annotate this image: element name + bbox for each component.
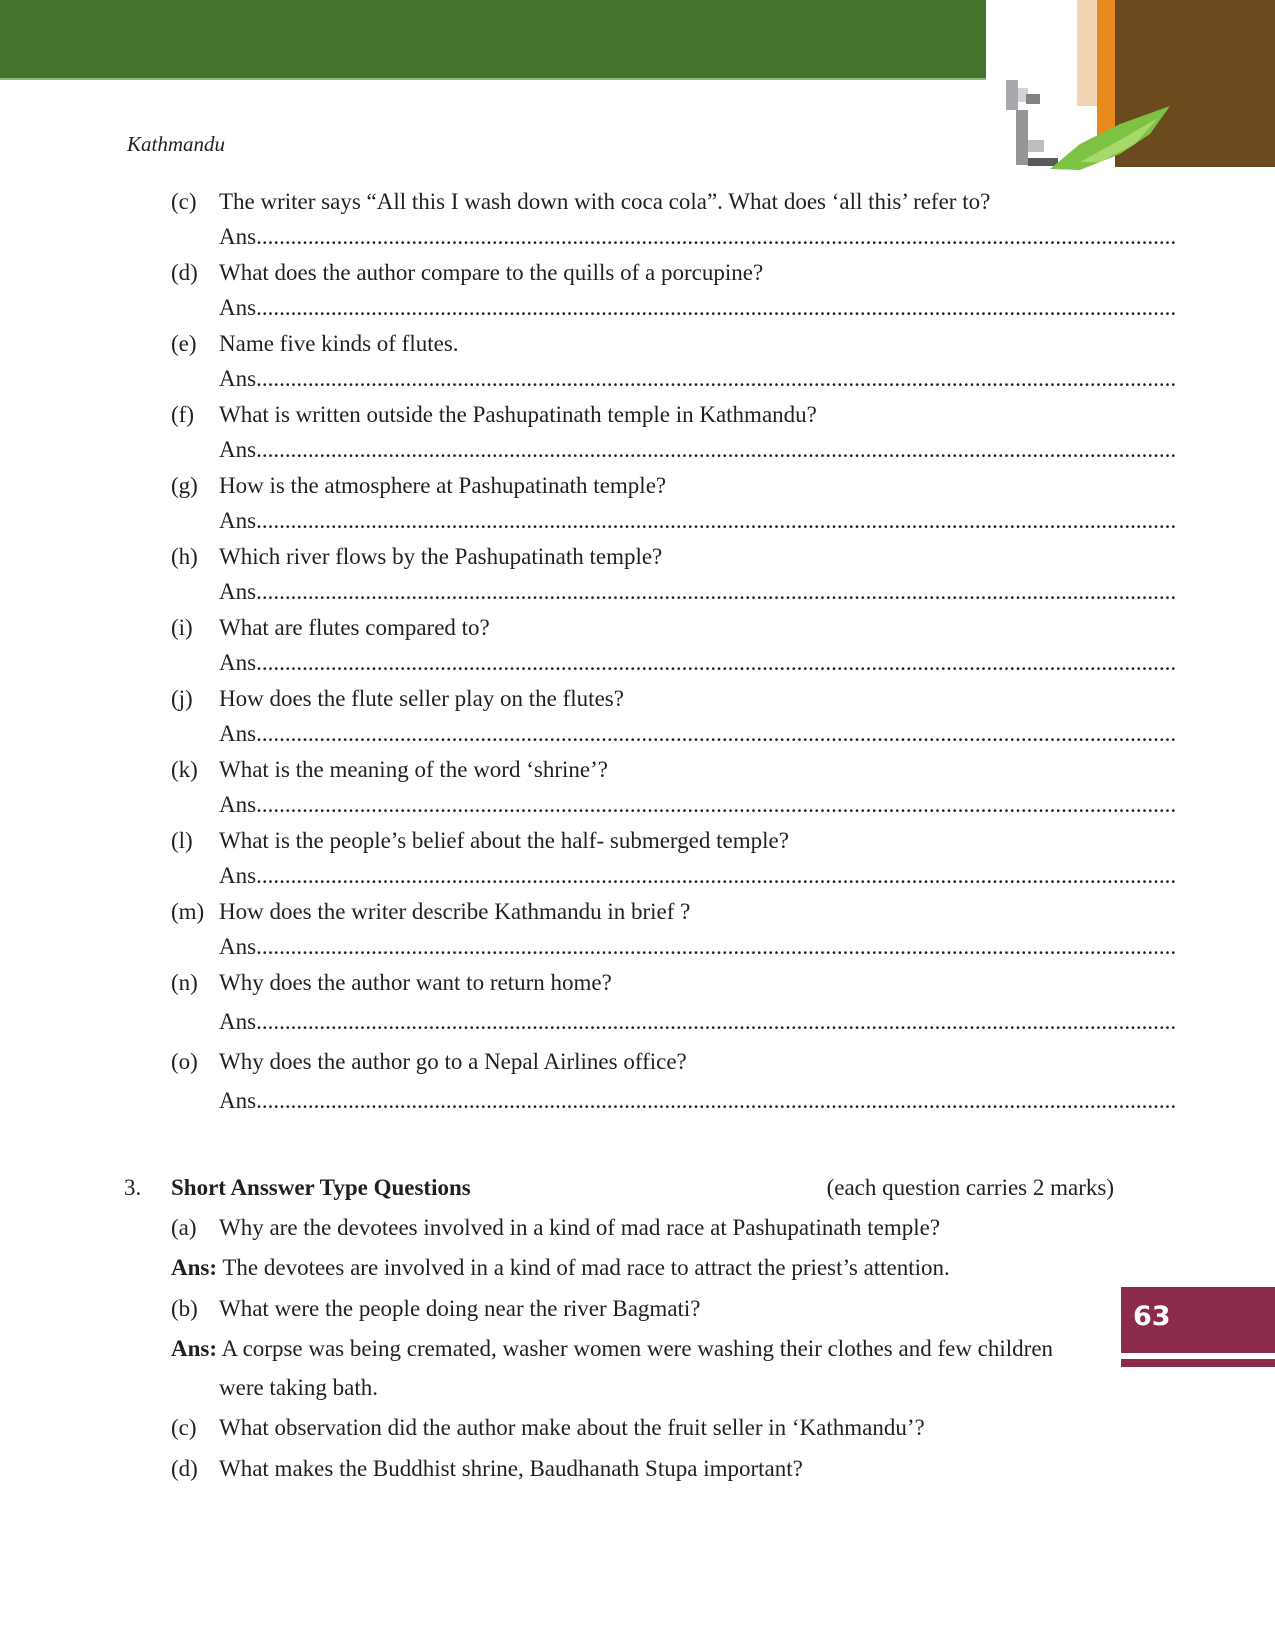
header-band-edge xyxy=(0,78,986,80)
question-text: What is the meaning of the word ‘shrine’? xyxy=(219,757,608,782)
answer-dots: ................................................................................................................................................................ xyxy=(256,721,1177,746)
answer-dots: ................................................................................................................................................................ xyxy=(256,579,1177,604)
question-label: (b) xyxy=(171,1296,198,1321)
answer-prefix: Ans xyxy=(219,295,257,320)
section-title: Short Ansswer Type Questions xyxy=(171,1175,471,1200)
answer-line xyxy=(219,933,1177,961)
question-label: (c) xyxy=(171,189,197,214)
answer-line xyxy=(219,294,1177,322)
answer-text: A corpse was being cremated, washer women were washing their clothes and few children xyxy=(221,1336,1054,1361)
answer-dots: ................................................................................................................................................................ xyxy=(256,934,1177,959)
question-text: What are flutes compared to? xyxy=(219,615,490,640)
answer-prefix: Ans xyxy=(219,721,257,746)
answer-line xyxy=(219,791,1177,819)
question-text: What does the author compare to the quills of a porcupine? xyxy=(219,260,764,285)
answer-dots: ................................................................................................................................................................ xyxy=(256,1088,1177,1113)
short-answer xyxy=(171,1335,1053,1363)
question-label: (j) xyxy=(171,686,193,711)
question-item xyxy=(171,969,1177,1048)
answer-dots: ................................................................................................................................................................ xyxy=(256,792,1177,817)
answer-line xyxy=(219,720,1177,748)
answer-prefix: Ans xyxy=(219,437,257,462)
page-tab-rule xyxy=(1121,1359,1275,1367)
leaf-icon xyxy=(1040,104,1180,174)
question-text: Name five kinds of flutes. xyxy=(219,331,459,356)
answer-line xyxy=(219,223,1177,251)
question-text: Why are the devotees involved in a kind of mad race at Pashupatinath temple? xyxy=(219,1215,941,1240)
answer-line xyxy=(219,365,1177,393)
answer-prefix: Ans xyxy=(219,508,257,533)
answer-label: Ans: xyxy=(171,1255,218,1280)
question-label: (l) xyxy=(171,828,193,853)
question-item xyxy=(171,259,1177,330)
answer-prefix: Ans xyxy=(219,1088,257,1113)
question-text: What were the people doing near the river Bagmati? xyxy=(219,1296,701,1321)
question-item xyxy=(171,401,1177,472)
question-text: Why does the author go to a Nepal Airlines office? xyxy=(219,1049,687,1074)
answer-dots: ................................................................................................................................................................ xyxy=(256,650,1177,675)
corner-stripe-cream xyxy=(1077,0,1097,106)
answer-prefix: Ans xyxy=(219,366,257,391)
question-label: (o) xyxy=(171,1049,198,1074)
answer-line xyxy=(219,649,1177,677)
short-answer-continued: were taking bath. xyxy=(219,1375,379,1400)
question-label: (h) xyxy=(171,544,198,569)
header-band xyxy=(0,0,986,78)
question-item xyxy=(171,685,1177,756)
question-text: Why does the author want to return home? xyxy=(219,970,612,995)
answer-prefix: Ans xyxy=(219,863,257,888)
answer-line xyxy=(219,436,1177,464)
answer-dots: ................................................................................................................................................................ xyxy=(256,295,1177,320)
question-text: How is the atmosphere at Pashupatinath temple? xyxy=(219,473,667,498)
question-label: (g) xyxy=(171,473,198,498)
question-label: (f) xyxy=(171,402,194,427)
page-number: 63 xyxy=(1133,1301,1171,1332)
running-head: Kathmandu xyxy=(127,132,226,156)
question-label: (e) xyxy=(171,331,197,356)
question-label: (k) xyxy=(171,757,198,782)
question-text: What is written outside the Pashupatinath temple in Kathmandu? xyxy=(219,402,817,427)
answer-prefix: Ans xyxy=(219,224,257,249)
page-number-tab xyxy=(1121,1287,1275,1353)
question-label: (m) xyxy=(171,899,205,924)
answer-line xyxy=(219,1087,1177,1115)
question-text: How does the flute seller play on the flutes? xyxy=(219,686,624,711)
question-label: (d) xyxy=(171,1456,198,1481)
answer-line xyxy=(219,578,1177,606)
question-item xyxy=(171,188,1177,259)
question-label: (n) xyxy=(171,970,198,995)
answer-dots: ................................................................................................................................................................ xyxy=(256,1009,1177,1034)
question-list xyxy=(171,188,1177,1131)
question-label: (i) xyxy=(171,615,193,640)
question-text: What observation did the author make about the fruit seller in ‘Kathmandu’? xyxy=(219,1415,925,1440)
question-item xyxy=(171,1048,1177,1131)
question-text: Which river flows by the Pashupatinath temple? xyxy=(219,544,663,569)
section-marks: (each question carries 2 marks) xyxy=(826,1175,1114,1200)
answer-dots: ................................................................................................................................................................ xyxy=(256,224,1177,249)
answer-prefix: Ans xyxy=(219,792,257,817)
question-text: How does the writer describe Kathmandu in brief ? xyxy=(219,899,691,924)
question-item xyxy=(171,756,1177,827)
question-text: What is the people’s belief about the half- submerged temple? xyxy=(219,828,789,853)
answer-prefix: Ans xyxy=(219,1009,257,1034)
question-label: (a) xyxy=(171,1215,197,1240)
answer-prefix: Ans xyxy=(219,934,257,959)
question-text: The writer says “All this I wash down with coca cola”. What does ‘all this’ refer to? xyxy=(219,189,991,214)
answer-label: Ans: xyxy=(171,1336,218,1361)
answer-text: The devotees are involved in a kind of mad race to attract the priest’s attention. xyxy=(222,1255,950,1280)
question-label: (d) xyxy=(171,260,198,285)
answer-line xyxy=(219,862,1177,890)
answer-prefix: Ans xyxy=(219,579,257,604)
answer-dots: ................................................................................................................................................................ xyxy=(256,508,1177,533)
answer-dots: ................................................................................................................................................................ xyxy=(256,863,1177,888)
answer-prefix: Ans xyxy=(219,650,257,675)
short-answer xyxy=(171,1254,950,1282)
question-item xyxy=(171,330,1177,401)
question-item xyxy=(171,472,1177,543)
question-label: (c) xyxy=(171,1415,197,1440)
question-item xyxy=(171,827,1177,898)
section-number: 3. xyxy=(124,1175,142,1200)
answer-line xyxy=(219,1008,1177,1036)
question-item xyxy=(171,898,1177,969)
question-text: What makes the Buddhist shrine, Baudhanath Stupa important? xyxy=(219,1456,803,1481)
question-item xyxy=(171,543,1177,614)
answer-dots: ................................................................................................................................................................ xyxy=(256,437,1177,462)
answer-dots: ................................................................................................................................................................ xyxy=(256,366,1177,391)
answer-line xyxy=(219,507,1177,535)
question-item xyxy=(171,614,1177,685)
